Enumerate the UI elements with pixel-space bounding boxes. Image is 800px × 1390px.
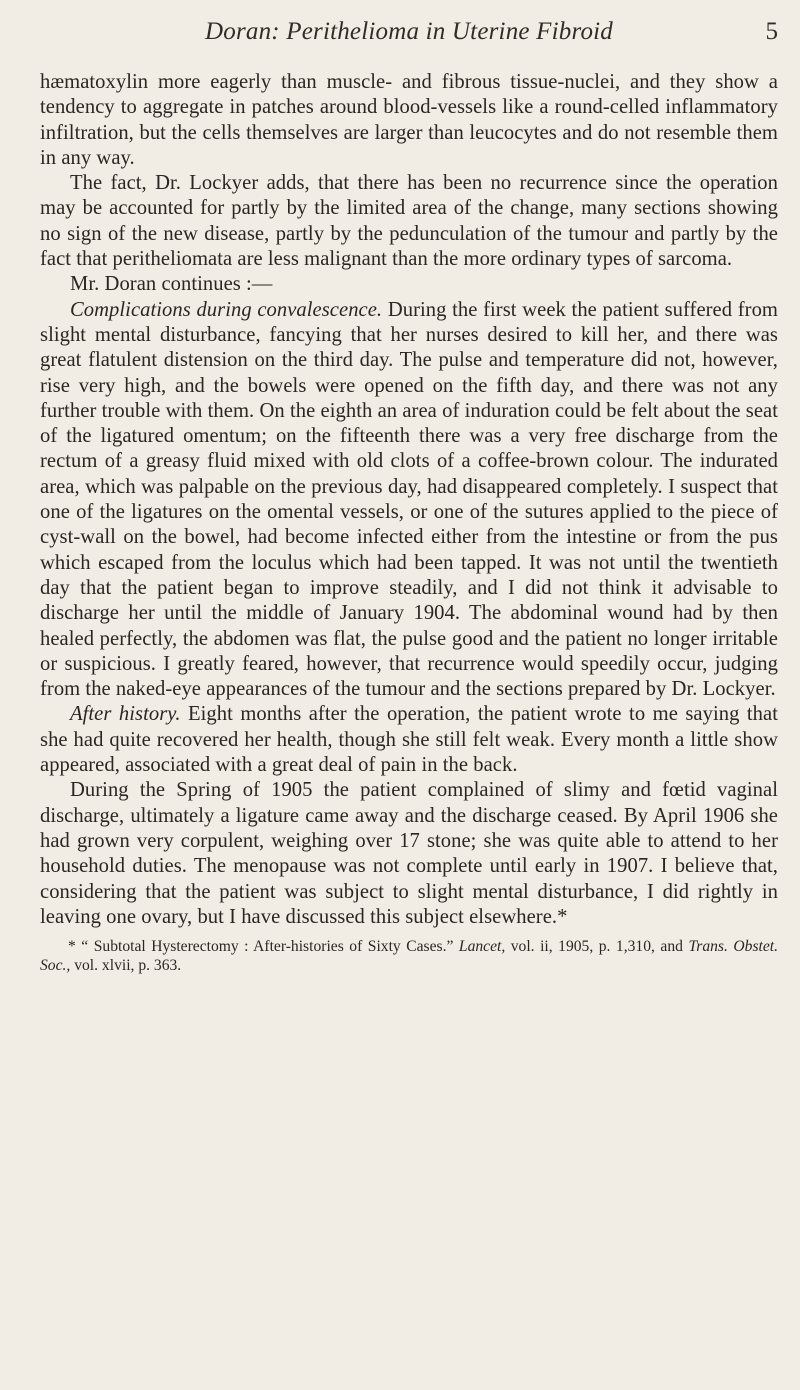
- paragraph-recurrence: The fact, Dr. Lockyer adds, that there has been no recurrence since the operation may be accounted for partly by the limited area of the change, many sections showing no sign of the new disease, partly by the pedunculation of the tumour and partly by the fact that peritheliomata are less malignant than the more ordinary types of sarcoma.: [40, 172, 778, 271]
- body-text: [40, 70, 778, 930]
- running-title: Doran: Perithelioma in Uterine Fibroid: [204, 18, 613, 45]
- paragraph-histology: hæmatoxylin more eagerly than muscle- and fibrous tissue-nuclei, and they show a tendency to aggregate in patches around blood-vessels like a round-celled inflammatory infiltration, but the cells themselves are larger than leucocytes and do not resemble them in any way.: [40, 71, 778, 169]
- footnote-citation-middle: vol. ii, 1905, p. 1,310, and: [505, 938, 689, 956]
- paragraph-spring-1905: During the Spring of 1905 the patient complained of slimy and fœtid vaginal discharge, ultimately a ligature came away and the discharge ceased. By April 1906 she had grown very corpulent, weighing over 17 stone; she was quite able to attend to her household duties. The menopause was not complete until early in 1907. I believe that, considering that the patient was subject to slight mental disturbance, I did rightly in leaving one ovary, but I have discussed this subject elsewhere.*: [40, 779, 778, 928]
- page-number: 5: [765, 18, 778, 45]
- footnote-journal-lancet: Lancet,: [458, 938, 506, 956]
- paragraph-complications-text: During the first week the patient suffered from slight mental disturbance, fancying that her nurses desired to kill her, and there was great flatulent distension on the third day. The pulse and temperature did not, however, rise very high, and the bowels were opened on the fifth day, and there was not any further trouble with them. On the eighth an area of induration could be felt about the seat of the ligatured omentum; on the fifteenth there was a very free discharge from the rectum of a greasy fluid mixed with old clots of a coffee-brown colour. The indurated area, which was palpable on the previous day, had disappeared completely. I suspect that one of the ligatures on the omental vessels, or one of the sutures applied to the piece of cyst-wall on the bowel, had become infected either from the intestine or from the pus which escaped from the loculus which had been tapped. It was not until the twentieth day that the patient began to improve steadily, and I did not think it advisable to discharge her until the middle of January 1904. The abdominal wound had by then healed perfectly, the abdomen was flat, the pulse good and the patient no longer irritable or suspicious. I greatly feared, however, that recurrence would speedily occur, judging from the naked-eye appearances of the tumour and the sections prepared by Dr. Lockyer.: [40, 298, 778, 701]
- paragraph-after-history: [40, 702, 778, 778]
- page: [40, 18, 778, 1368]
- footnote-citation-end: vol. xlvii, p. 363.: [70, 957, 182, 975]
- paragraph-after-history-text: Eight months after the operation, the patient wrote to me saying that she had quite recovered her health, though she still felt weak. Every month a little show appeared, associated with a great deal of pain in the back.: [40, 703, 778, 777]
- footnote-citation-title: * “ Subtotal Hysterectomy : After-histories of Sixty Cases.”: [68, 938, 459, 956]
- section-heading-after-history: After history.: [70, 703, 181, 726]
- paragraph-continues: Mr. Doran continues :—: [70, 273, 273, 296]
- footnote: [40, 937, 778, 975]
- paragraph-complications: [40, 298, 778, 703]
- section-heading-complications: Complications during convalescence.: [70, 298, 383, 321]
- page-header: [40, 18, 778, 64]
- footnote-journal-trans-obstet: Trans. Obstet. Soc.,: [40, 938, 778, 975]
